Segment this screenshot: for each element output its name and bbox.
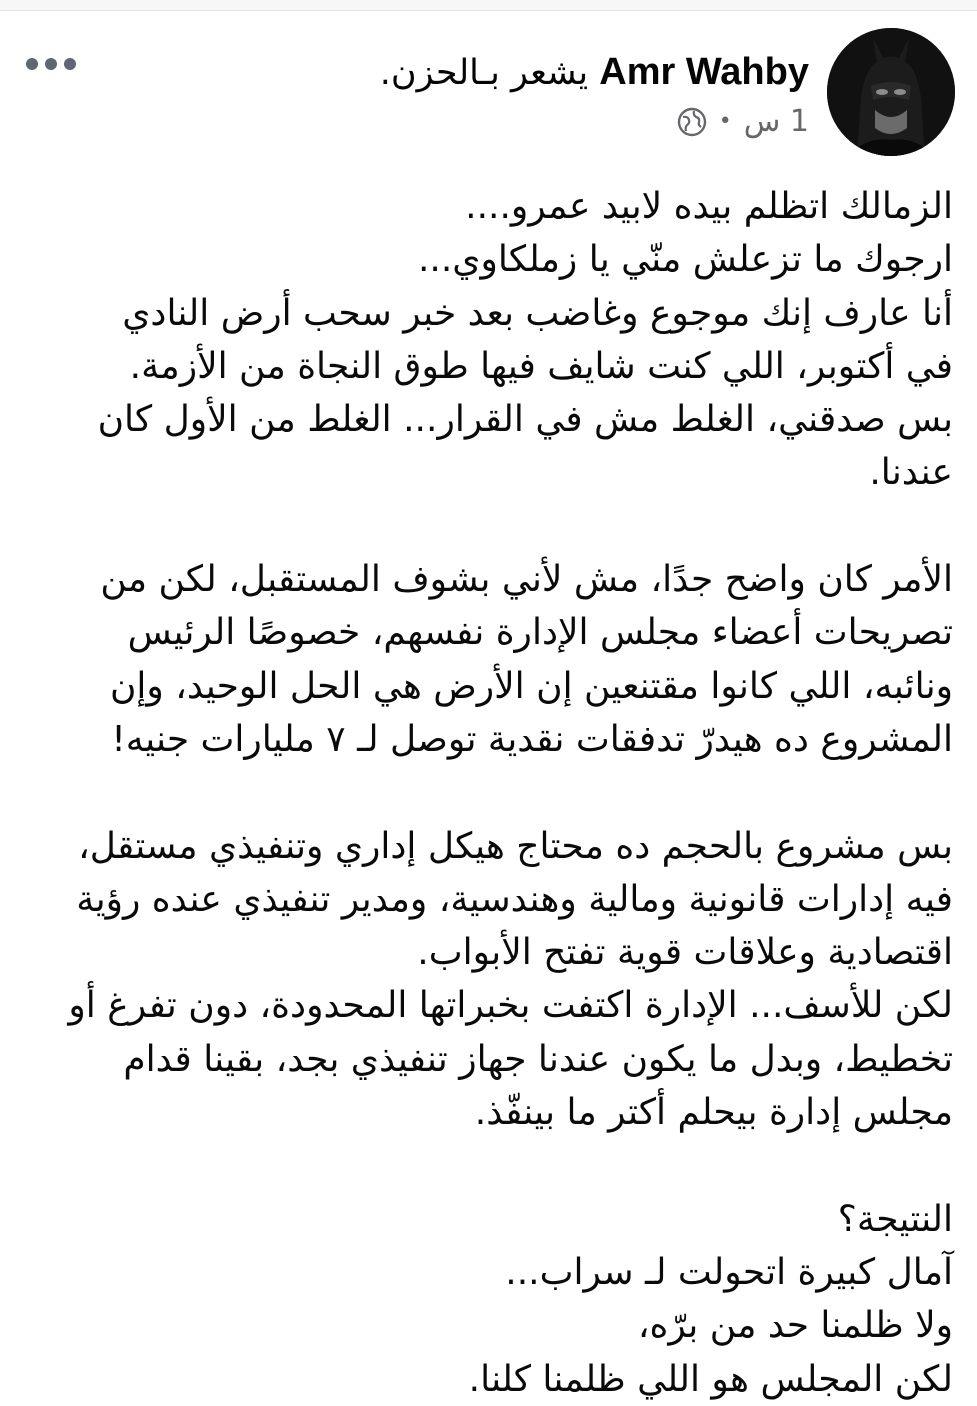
post-line: ارجوك ما تزعلش منّي يا زملكاوي... [417,239,953,281]
post-line: عندنا. [869,452,953,494]
post-line: ولا ظلمنا حد من برّه، [637,1305,953,1347]
feeling-text: يشعر بـالحزن. [379,53,589,93]
post-line: لكن المجلس هو اللي ظلمنا كلنا. [468,1358,953,1400]
post-line: آمال كبيرة اتحولت لـ سراب... [505,1251,953,1293]
post-line: بس صدقني، الغلط مش في القرار... الغلط من الأول كان [97,399,953,441]
post-time[interactable]: 1 س [743,104,809,139]
globe-icon[interactable] [677,107,707,137]
more-options-icon[interactable] [26,58,76,70]
author-line [380,46,809,99]
avatar[interactable] [827,28,955,156]
post-line: بس مشروع بالحجم ده محتاج هيكل إداري وتنفيذي مستقل، [78,825,953,867]
post-line: لكن للأسف... الإدارة اكتفت بخبراتها المحدودة، دون تفرغ أو [68,985,953,1027]
post-line-blank [23,1139,953,1192]
post-line: في أكتوبر، اللي كنت شايف فيها طوق النجاة من الأزمة. [129,345,953,387]
post-line: النتيجة؟ [837,1198,953,1240]
post-line: تخطيط، وبدل ما يكون عندنا جهاز تنفيذي بجد، بقينا قدام [123,1038,953,1080]
post-text [23,180,953,1406]
post-line: تصريحات أعضاء مجلس الإدارة نفسهم، خصوصًا الرئيس [127,612,953,654]
post-line: الأمر كان واضح جدًا، مش لأني بشوف المستقبل، لكن من [100,559,953,601]
post-line-blank [23,766,953,819]
post-meta [677,104,809,139]
post-line: فيه إدارات قانونية ومالية وهندسية، ومدير تنفيذي عنده رؤية [76,878,953,920]
top-divider [0,0,977,11]
post-line: اقتصادية وعلاقات قوية تفتح الأبواب. [417,932,953,974]
post-line: الزمالك اتظلم بيده لابيد عمرو.... [465,186,953,227]
post-line-blank [23,500,953,553]
post-line: مجلس إدارة بيحلم أكتر ما بينفّذ. [474,1092,953,1134]
post-header [0,28,977,158]
post-line: ونائبه، اللي كانوا مقتنعين إن الأرض هي الحل الوحيد، وإن [109,665,953,707]
avatar-image [827,28,955,156]
author-name[interactable]: Amr Wahby [599,51,809,93]
meta-separator: • [718,109,732,134]
post-line: المشروع ده هيدرّ تدفقات نقدية توصل لـ ٧ مليارات جنيه! [111,718,953,760]
post-line: أنا عارف إنك موجوع وغاضب بعد خبر سحب أرض النادي [122,292,953,334]
